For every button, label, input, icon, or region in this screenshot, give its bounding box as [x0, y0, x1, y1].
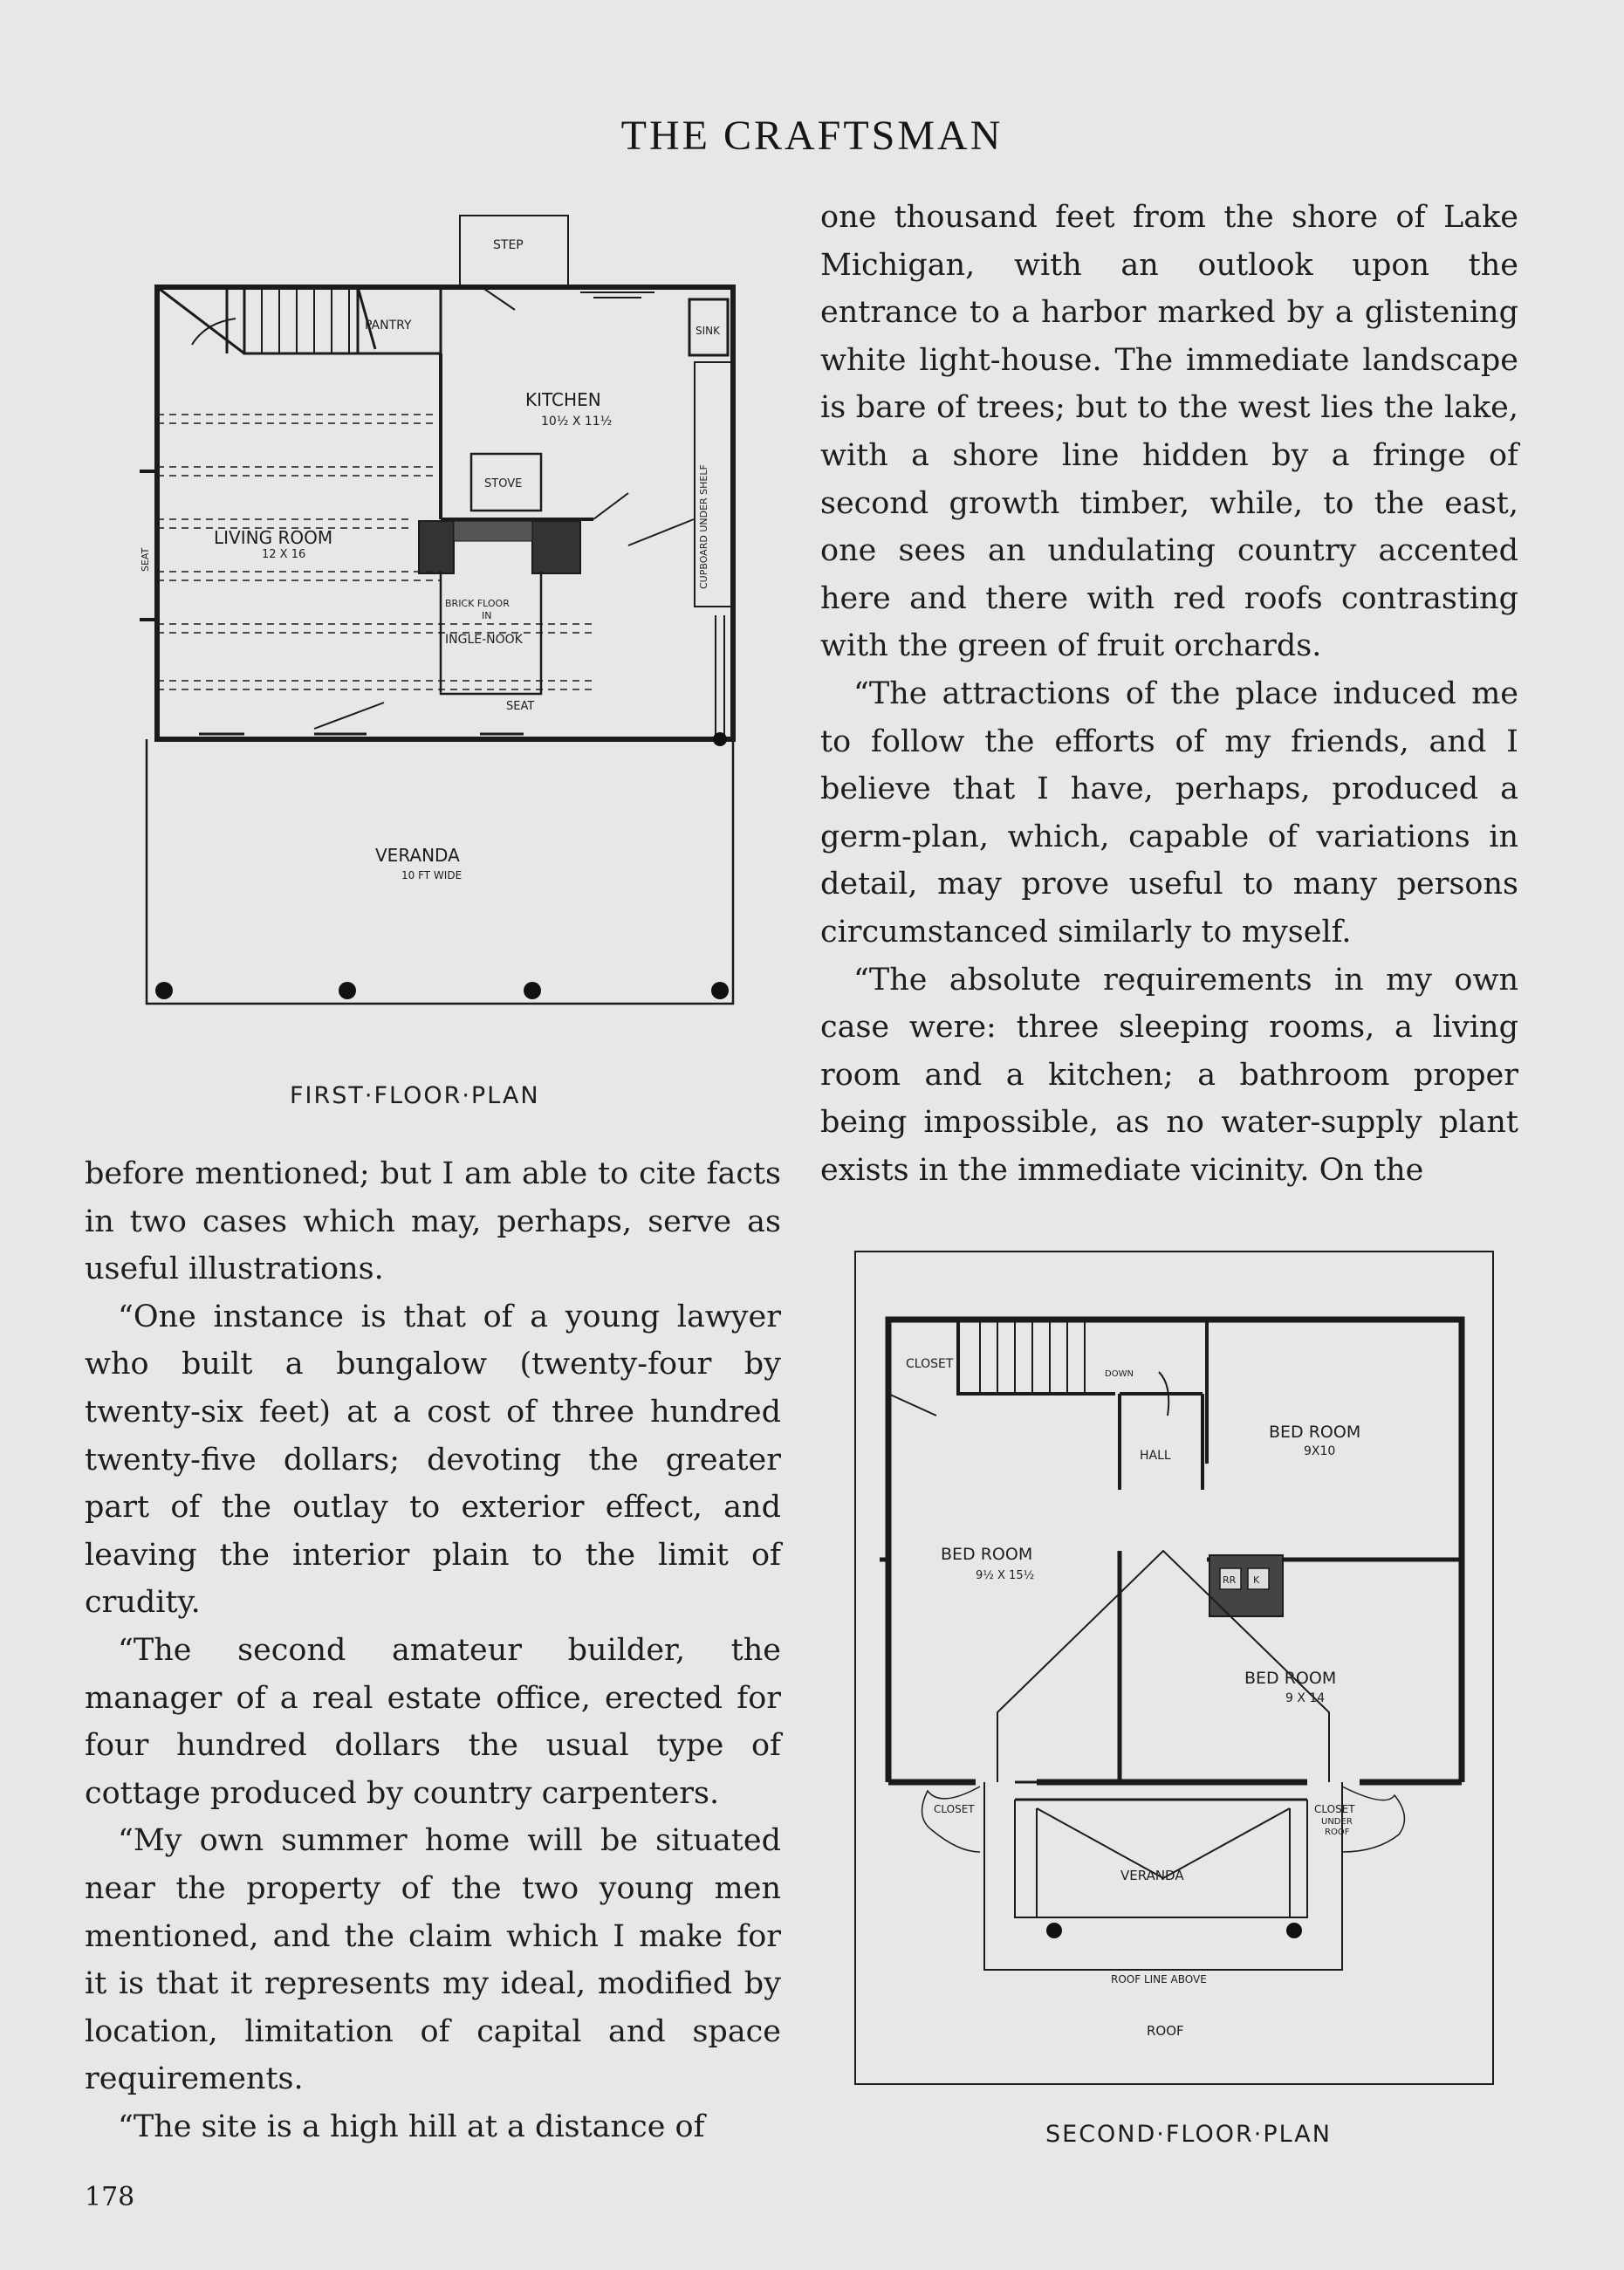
paragraph: “The attractions of the place induced me to follow the efforts of my friends, and I believe that I have, perhaps, produced a germ-plan, which, capable of variations in detail, may prove useful to many persons circumstanced similarly to myself. [820, 676, 1518, 950]
label-k: K [1253, 1574, 1260, 1586]
paragraph: “The absolute requirements in my own case were: three sleeping rooms, a living room and a kitchen; a bathroom proper being impossible, as no water-supply plant exists in the immediate vicinity. On the [820, 962, 1518, 1188]
label-down: DOWN [1105, 1369, 1134, 1379]
label-closet-right: CLOSET [1314, 1803, 1355, 1815]
label-step: STEP [493, 238, 524, 252]
label-closet-top: CLOSET [906, 1357, 954, 1371]
label-bed-room-1-size: 9X10 [1304, 1444, 1336, 1458]
paragraph: “The second amateur builder, the manager of a real estate office, erected for four hundred dollars the usual type of cottage produced by country carpenters. [85, 1632, 781, 1811]
label-pantry: PANTRY [365, 319, 412, 333]
paragraph: “The site is a high hill at a distance of [118, 2109, 705, 2144]
label-veranda-2: VERANDA [1120, 1868, 1184, 1883]
label-veranda-size: 10 FT WIDE [401, 869, 463, 881]
label-bed-room-1: BED ROOM [1269, 1423, 1361, 1442]
label-stove: STOVE [484, 477, 523, 490]
second-floor-plan [853, 1250, 1495, 2088]
left-column-text [85, 1150, 781, 2150]
label-seat-left: SEAT [140, 547, 151, 572]
label-brick-in: IN [482, 610, 492, 621]
label-kitchen: KITCHEN [525, 389, 601, 410]
paragraph: “My own summer home will be situated near the property of the two young men mentioned, and the claim which I make for it is that it represents my ideal, modified by location, limitation of capital and space requirements. [85, 1823, 781, 2097]
first-floor-caption: FIRST·FLOOR·PLAN [290, 1082, 540, 1109]
label-hall: HALL [1140, 1449, 1171, 1463]
running-head: THE CRAFTSMAN [620, 113, 1004, 159]
label-veranda: VERANDA [375, 845, 460, 866]
label-seat: SEAT [506, 700, 535, 713]
label-kitchen-size: 10½ X 11½ [541, 415, 613, 429]
paragraph: one thousand feet from the shore of Lake Michigan, with an outlook upon the entrance to a harbor marked by a glistening white light-house. The immediate landscape is bare of trees; but to the west lies the lake, with a shore line hidden by a fringe of second growth timber, while, to the east, one sees an undulating country accented here and there with red roofs contrasting with the green of fruit orchards. [820, 200, 1518, 664]
label-sink: SINK [696, 325, 721, 337]
label-bed-room-2-size: 9½ X 15½ [976, 1569, 1035, 1582]
label-bed-room-3-size: 9 X 14 [1285, 1691, 1326, 1705]
label-roof-line: ROOF LINE ABOVE [1111, 1973, 1207, 1985]
label-closet-left: CLOSET [934, 1803, 975, 1815]
label-brick-floor: BRICK FLOOR [445, 598, 510, 609]
first-floor-plan [140, 205, 750, 1025]
label-closet-under: UNDER [1321, 1817, 1353, 1827]
label-roof: ROOF [1147, 2023, 1184, 2039]
right-column-text [820, 194, 1518, 1194]
page-number: 178 [85, 2182, 135, 2212]
paragraph: before mentioned; but I am able to cite facts in two cases which may, perhaps, serve as useful illustrations. [85, 1156, 781, 1287]
second-floor-caption: SECOND·FLOOR·PLAN [1045, 2121, 1332, 2148]
label-rr: RR [1223, 1574, 1237, 1586]
label-bed-room-2: BED ROOM [941, 1545, 1033, 1564]
label-cupboard: CUPBOARD UNDER SHELF [698, 464, 709, 589]
label-living-room: LIVING ROOM [214, 527, 333, 548]
paragraph: “One instance is that of a young lawyer who built a bungalow (twenty-four by twenty-six feet) at a cost of three hundred twenty-five dollars; devoting the greater part of the outlay to exterior effect, and leaving the interior plain to the limit of crudity. [85, 1299, 781, 1621]
label-living-size: 12 X 16 [262, 548, 306, 561]
label-closet-roof: ROOF [1325, 1828, 1350, 1837]
label-bed-room-3: BED ROOM [1244, 1669, 1337, 1688]
label-inglenook: INGLE-NOOK [445, 633, 523, 647]
